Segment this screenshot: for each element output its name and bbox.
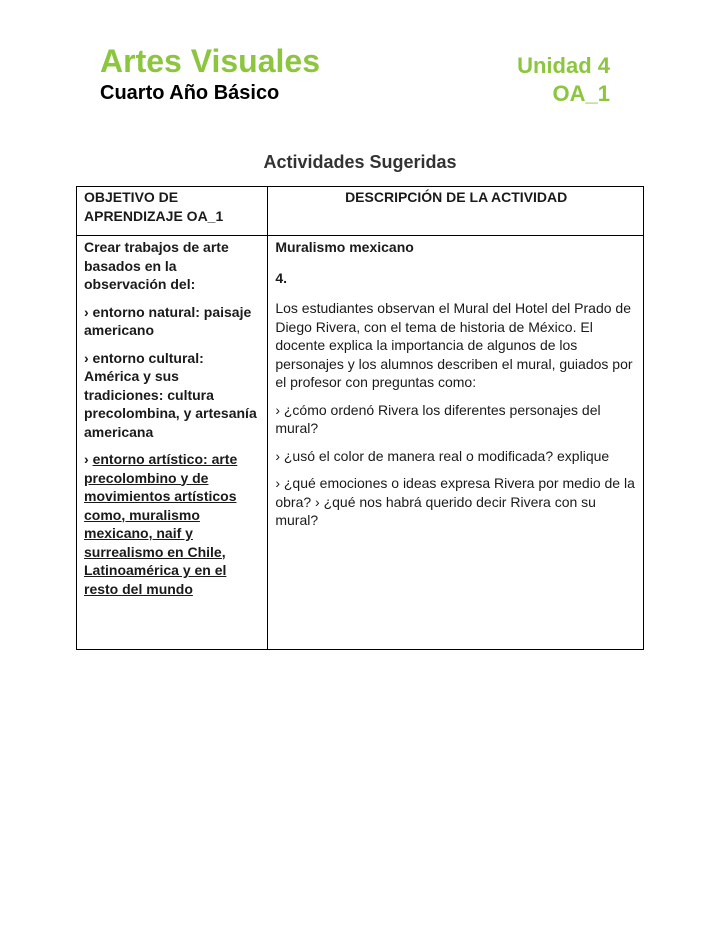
objective-intro: Crear trabajos de arte basados en la observación del: (84, 239, 229, 292)
activity-column-header: DESCRIPCIÓN DE LA ACTIVIDAD (268, 187, 644, 236)
oa-label: OA_1 (552, 81, 610, 106)
unit-label: Unidad 4 (517, 53, 610, 78)
activity-question-1: › ¿cómo ordenó Rivera los diferentes personajes del mural? (275, 401, 601, 436)
objective-item-natural: › entorno natural: paisaje americano (84, 303, 252, 338)
objective-item-artistic-text: entorno artístico: arte precolombino y de movimientos artísticos como, muralismo mexicano, naif y surrealismo en Chile, Latinoamérica y en el resto del mundo (84, 451, 238, 597)
activity-question-3: › ¿qué emociones o ideas expresa Rivera por medio de la obra? › ¿qué nos habrá querido decir Rivera con su mural? (275, 475, 635, 528)
activity-question-2: › ¿usó el color de manera real o modificada? explique (275, 447, 610, 464)
table-header-row (77, 187, 644, 236)
subject-title: Artes Visuales (100, 43, 320, 79)
page-header (100, 42, 610, 112)
objective-cell (77, 236, 268, 650)
objective-item-artistic-prefix: › (84, 451, 93, 467)
activity-cell (268, 236, 644, 650)
table-body-row (77, 236, 644, 650)
objective-column-header: OBJETIVO DE APRENDIZAJE OA_1 (77, 187, 268, 236)
activity-description: Los estudiantes observan el Mural del Hotel del Prado de Diego Rivera, con el tema de historia de México. El docente explica la importancia de algunos de los personajes y los alumnos describen el mural, guiados por el profesor con preguntas como: (275, 300, 633, 390)
section-title: Actividades Sugeridas (263, 152, 457, 172)
activity-number: 4. (275, 269, 288, 286)
grade-title: Cuarto Año Básico (100, 82, 280, 104)
activity-title: Muralismo mexicano (275, 239, 414, 255)
activities-table (76, 186, 644, 650)
objective-item-artistic (84, 450, 261, 598)
objective-item-cultural: › entorno cultural: América y sus tradiciones: cultura precolombina, y artesanía americana (84, 349, 257, 440)
